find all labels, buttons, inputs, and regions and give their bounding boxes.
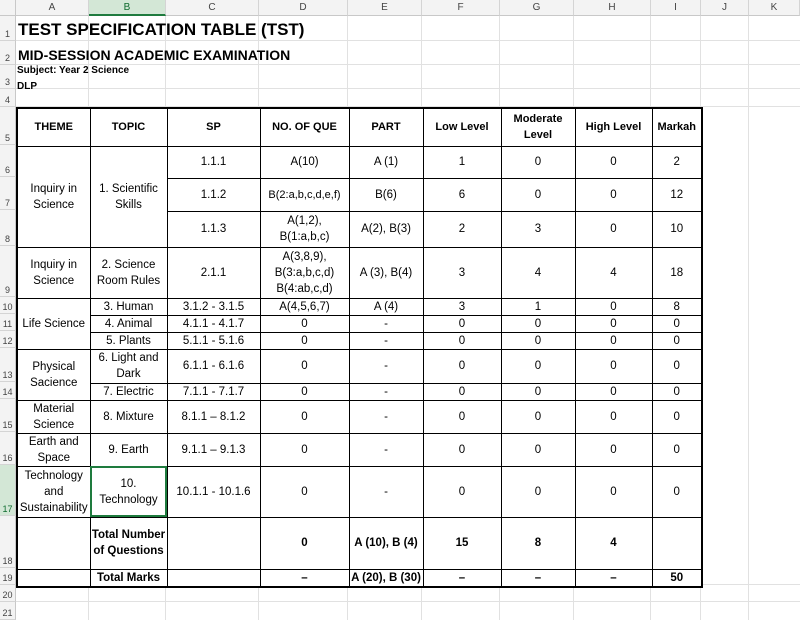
que-cell[interactable]: A(4,5,6,7): [260, 298, 349, 315]
subject-label: Subject: Year 2 Science: [17, 65, 130, 76]
que-cell[interactable]: B(2:a,b,c,d,e,f): [260, 178, 349, 211]
topic-cell[interactable]: 1. Scientific Skills: [90, 146, 167, 247]
moderate-cell[interactable]: 0: [501, 349, 575, 383]
table-row: [17, 433, 702, 466]
high-cell[interactable]: 0: [575, 146, 652, 178]
gridline: [16, 40, 800, 41]
que-cell[interactable]: A(3,8,9), B(3:a,b,c,d) B(4:ab,c,d): [260, 247, 349, 298]
column-header-g[interactable]: G: [500, 0, 574, 16]
row-header-2[interactable]: 2: [0, 41, 16, 65]
header-sp[interactable]: SP: [167, 108, 260, 146]
theme-cell[interactable]: Inquiry in Science: [17, 146, 90, 247]
total-marks-row: [17, 569, 702, 587]
que-cell[interactable]: 0: [260, 383, 349, 400]
high-cell[interactable]: 0: [575, 466, 652, 517]
total-questions-label[interactable]: Total Number of Questions: [90, 517, 167, 569]
markah-cell[interactable]: 0: [652, 400, 702, 433]
empty-cell[interactable]: [17, 517, 90, 569]
row-header-3[interactable]: 3: [0, 65, 16, 89]
part-cell[interactable]: -: [349, 400, 423, 433]
total-marks-markah[interactable]: 50: [652, 569, 702, 587]
sp-cell[interactable]: 9.1.1 – 9.1.3: [167, 433, 260, 466]
high-cell[interactable]: 0: [575, 178, 652, 211]
topic-cell[interactable]: 9. Earth: [90, 433, 167, 466]
header-topic[interactable]: TOPIC: [90, 108, 167, 146]
header-low-level[interactable]: Low Level: [423, 108, 501, 146]
row-header-4[interactable]: 4: [0, 89, 16, 107]
topic-cell[interactable]: 6. Light and Dark: [90, 349, 167, 383]
total-questions-markah[interactable]: [652, 517, 702, 569]
theme-cell[interactable]: Life Science: [17, 298, 90, 349]
theme-cell[interactable]: Inquiry in Science: [17, 247, 90, 298]
sp-cell[interactable]: 7.1.1 - 7.1.7: [167, 383, 260, 400]
row-header-14[interactable]: 14: [0, 382, 16, 399]
moderate-cell[interactable]: 0: [501, 332, 575, 349]
row-header-7[interactable]: 7: [0, 177, 16, 210]
moderate-cell[interactable]: 0: [501, 146, 575, 178]
moderate-cell[interactable]: 1: [501, 298, 575, 315]
high-cell[interactable]: 0: [575, 298, 652, 315]
column-header-i[interactable]: I: [651, 0, 701, 16]
sp-cell[interactable]: 4.1.1 - 4.1.7: [167, 315, 260, 332]
high-cell[interactable]: 0: [575, 211, 652, 247]
sp-cell[interactable]: 5.1.1 - 5.1.6: [167, 332, 260, 349]
row-header-8[interactable]: 8: [0, 210, 16, 246]
markah-cell[interactable]: 0: [652, 466, 702, 517]
gridline: [16, 601, 800, 602]
topic-cell[interactable]: 8. Mixture: [90, 400, 167, 433]
moderate-cell[interactable]: 0: [501, 433, 575, 466]
topic-cell[interactable]: 3. Human: [90, 298, 167, 315]
theme-cell[interactable]: Earth and Space: [17, 433, 90, 466]
que-cell[interactable]: A(10): [260, 146, 349, 178]
table-row: [17, 247, 702, 298]
table-row: [17, 332, 702, 349]
page-subtitle: MID-SESSION ACADEMIC EXAMINATION: [18, 47, 291, 63]
low-cell[interactable]: 3: [423, 298, 501, 315]
topic-cell[interactable]: 5. Plants: [90, 332, 167, 349]
moderate-cell[interactable]: 4: [501, 247, 575, 298]
high-cell[interactable]: 0: [575, 433, 652, 466]
markah-cell[interactable]: 0: [652, 383, 702, 400]
low-cell[interactable]: 0: [423, 383, 501, 400]
column-header-j[interactable]: J: [701, 0, 749, 16]
table-row: [17, 146, 702, 178]
total-marks-moderate[interactable]: –: [501, 569, 575, 587]
gridline: [16, 88, 800, 89]
markah-cell[interactable]: 8: [652, 298, 702, 315]
row-header-6[interactable]: 6: [0, 145, 16, 177]
row-header-12[interactable]: 12: [0, 331, 16, 348]
part-cell[interactable]: -: [349, 332, 423, 349]
row-header-1[interactable]: 1: [0, 16, 16, 41]
part-cell[interactable]: A (1): [349, 146, 423, 178]
part-cell[interactable]: B(6): [349, 178, 423, 211]
row-header-20[interactable]: 20: [0, 585, 16, 602]
total-marks-part[interactable]: A (20), B (30): [349, 569, 423, 587]
part-cell[interactable]: A (4): [349, 298, 423, 315]
header-high-level[interactable]: High Level: [575, 108, 652, 146]
total-questions-part[interactable]: A (10), B (4): [349, 517, 423, 569]
table-row: [17, 466, 702, 517]
empty-cell[interactable]: [17, 569, 90, 587]
row-header-16[interactable]: 16: [0, 432, 16, 465]
part-cell[interactable]: -: [349, 433, 423, 466]
total-questions-moderate[interactable]: 8: [501, 517, 575, 569]
row-header-5[interactable]: 5: [0, 107, 16, 145]
table-row: [17, 298, 702, 315]
gridline: [16, 64, 800, 65]
theme-cell[interactable]: Material Science: [17, 400, 90, 433]
low-cell[interactable]: 6: [423, 178, 501, 211]
markah-cell[interactable]: 2: [652, 146, 702, 178]
row-header-9[interactable]: 9: [0, 246, 16, 297]
header-markah[interactable]: Markah: [652, 108, 702, 146]
page-title: TEST SPECIFICATION TABLE (TST): [18, 20, 305, 39]
high-cell[interactable]: 0: [575, 383, 652, 400]
markah-cell[interactable]: 18: [652, 247, 702, 298]
high-cell[interactable]: 0: [575, 400, 652, 433]
total-questions-row: [17, 517, 702, 569]
part-cell[interactable]: A(2), B(3): [349, 211, 423, 247]
sp-cell[interactable]: 10.1.1 - 10.1.6: [167, 466, 260, 517]
column-header-c[interactable]: C: [166, 0, 259, 16]
high-cell[interactable]: 0: [575, 332, 652, 349]
part-cell[interactable]: A (3), B(4): [349, 247, 423, 298]
total-questions-low[interactable]: 15: [423, 517, 501, 569]
que-cell[interactable]: 0: [260, 332, 349, 349]
markah-cell[interactable]: 10: [652, 211, 702, 247]
table-row: [17, 383, 702, 400]
dlp-label: DLP: [17, 81, 37, 91]
que-cell[interactable]: A(1,2), B(1:a,b,c): [260, 211, 349, 247]
moderate-cell[interactable]: 0: [501, 466, 575, 517]
low-cell[interactable]: 0: [423, 400, 501, 433]
total-questions-que[interactable]: 0: [260, 517, 349, 569]
topic-cell[interactable]: 2. Science Room Rules: [90, 247, 167, 298]
low-cell[interactable]: 3: [423, 247, 501, 298]
moderate-cell[interactable]: 0: [501, 315, 575, 332]
part-cell[interactable]: -: [349, 466, 423, 517]
total-marks-label[interactable]: Total Marks: [90, 569, 167, 587]
part-cell[interactable]: -: [349, 315, 423, 332]
empty-cell[interactable]: [167, 569, 260, 587]
theme-cell[interactable]: Technology and Sustainability: [17, 466, 90, 517]
high-cell[interactable]: 4: [575, 247, 652, 298]
moderate-cell[interactable]: 0: [501, 383, 575, 400]
header-theme[interactable]: THEME: [17, 108, 90, 146]
low-cell[interactable]: 0: [423, 466, 501, 517]
table-row: [17, 315, 702, 332]
column-header-e[interactable]: E: [348, 0, 422, 16]
que-cell[interactable]: 0: [260, 315, 349, 332]
total-marks-que[interactable]: –: [260, 569, 349, 587]
que-cell[interactable]: 0: [260, 466, 349, 517]
part-cell[interactable]: -: [349, 383, 423, 400]
high-cell[interactable]: 0: [575, 349, 652, 383]
column-header-b[interactable]: B: [89, 0, 166, 16]
topic-cell-selected[interactable]: 10. Technology: [90, 466, 167, 517]
sp-cell[interactable]: 1.1.2: [167, 178, 260, 211]
markah-cell[interactable]: 0: [652, 349, 702, 383]
moderate-cell[interactable]: 3: [501, 211, 575, 247]
topic-cell[interactable]: 7. Electric: [90, 383, 167, 400]
total-marks-high[interactable]: –: [575, 569, 652, 587]
sp-cell[interactable]: 1.1.3: [167, 211, 260, 247]
tst-table: [16, 107, 703, 588]
header-part[interactable]: PART: [349, 108, 423, 146]
header-moderate-level[interactable]: Moderate Level: [501, 108, 575, 146]
sp-cell[interactable]: 8.1.1 – 8.1.2: [167, 400, 260, 433]
total-marks-low[interactable]: –: [423, 569, 501, 587]
que-cell[interactable]: 0: [260, 400, 349, 433]
table-row: [17, 349, 702, 383]
moderate-cell[interactable]: 0: [501, 400, 575, 433]
sp-cell[interactable]: 6.1.1 - 6.1.6: [167, 349, 260, 383]
low-cell[interactable]: 2: [423, 211, 501, 247]
topic-cell[interactable]: 4. Animal: [90, 315, 167, 332]
empty-cell[interactable]: [167, 517, 260, 569]
markah-cell[interactable]: 0: [652, 332, 702, 349]
row-header-11[interactable]: 11: [0, 314, 16, 331]
row-header-15[interactable]: 15: [0, 399, 16, 432]
moderate-cell[interactable]: 0: [501, 178, 575, 211]
low-cell[interactable]: 0: [423, 433, 501, 466]
column-header-a[interactable]: A: [16, 0, 89, 16]
select-all-corner[interactable]: [0, 0, 16, 16]
theme-cell[interactable]: Physical Sacience: [17, 349, 90, 400]
row-header-18[interactable]: 18: [0, 516, 16, 568]
header-row: [17, 108, 702, 146]
low-cell[interactable]: 0: [423, 315, 501, 332]
low-cell[interactable]: 0: [423, 349, 501, 383]
header-no-of-que[interactable]: NO. OF QUE: [260, 108, 349, 146]
sp-cell[interactable]: 2.1.1: [167, 247, 260, 298]
row-header-10[interactable]: 10: [0, 297, 16, 314]
row-header-21[interactable]: 21: [0, 602, 16, 620]
que-cell[interactable]: 0: [260, 349, 349, 383]
column-header-k[interactable]: K: [749, 0, 800, 16]
column-header-d[interactable]: D: [259, 0, 348, 16]
markah-cell[interactable]: 0: [652, 433, 702, 466]
que-cell[interactable]: 0: [260, 433, 349, 466]
table-row: [17, 400, 702, 433]
sp-cell[interactable]: 3.1.2 - 3.1.5: [167, 298, 260, 315]
row-header-19[interactable]: 19: [0, 568, 16, 585]
part-cell[interactable]: -: [349, 349, 423, 383]
low-cell[interactable]: 0: [423, 332, 501, 349]
sp-cell[interactable]: 1.1.1: [167, 146, 260, 178]
row-header-17[interactable]: 17: [0, 465, 16, 516]
total-questions-high[interactable]: 4: [575, 517, 652, 569]
column-header-h[interactable]: H: [574, 0, 651, 16]
markah-cell[interactable]: 0: [652, 315, 702, 332]
high-cell[interactable]: 0: [575, 315, 652, 332]
markah-cell[interactable]: 12: [652, 178, 702, 211]
row-header-13[interactable]: 13: [0, 348, 16, 382]
column-header-f[interactable]: F: [422, 0, 500, 16]
low-cell[interactable]: 1: [423, 146, 501, 178]
